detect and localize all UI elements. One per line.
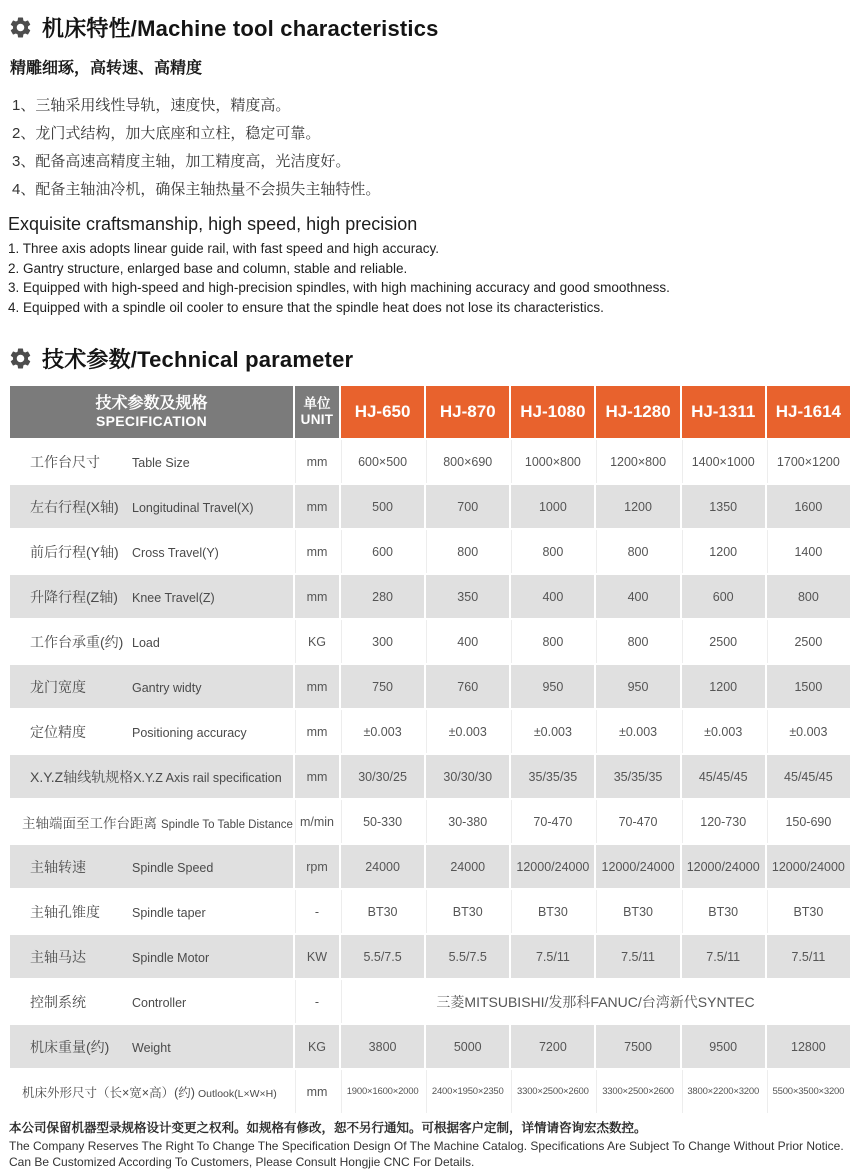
value-cell: 280 <box>341 573 424 618</box>
value-cell: 45/45/45 <box>682 753 765 798</box>
column-header-model: HJ-870 <box>426 386 509 438</box>
spec-label-en: Longitudinal Travel(X) <box>132 500 254 515</box>
value-cell: 35/35/35 <box>596 753 679 798</box>
table-row <box>10 663 850 708</box>
spec-label-en: Load <box>132 635 160 650</box>
value-cell: 800 <box>596 528 679 573</box>
spec-label-cn: 工作台尺寸 <box>30 453 100 470</box>
value-cell: 30-380 <box>426 798 509 843</box>
value-cell: 150-690 <box>767 798 850 843</box>
value-cell: ±0.003 <box>426 708 509 753</box>
unit-cell: mm <box>295 528 339 573</box>
value-cell: BT30 <box>767 888 850 933</box>
spec-cell <box>10 978 293 1023</box>
value-cell: 760 <box>426 663 509 708</box>
value-cell: 1700×1200 <box>767 438 850 483</box>
spec-cell <box>10 843 293 888</box>
value-cell: 2400×1950×2350 <box>426 1068 509 1113</box>
spec-label-en: Controller <box>132 995 187 1010</box>
table-row <box>10 843 850 888</box>
value-cell: 70-470 <box>596 798 679 843</box>
spec-label-cn: 主轴转速 <box>30 858 86 875</box>
spec-label-cn: X.Y.Z轴线轨规格 <box>30 768 134 785</box>
value-cell: 3300×2500×2600 <box>596 1068 679 1113</box>
value-cell: 1600 <box>767 483 850 528</box>
unit-cell: m/min <box>295 798 339 843</box>
value-cell: 1000×800 <box>511 438 594 483</box>
value-cell: 5.5/7.5 <box>341 933 424 978</box>
unit-cell: mm <box>295 573 339 618</box>
value-cell: 5.5/7.5 <box>426 933 509 978</box>
unit-cell: KG <box>295 618 339 663</box>
value-cell: 50-330 <box>341 798 424 843</box>
spec-label-en: Cross Travel(Y) <box>132 545 219 560</box>
value-cell: 24000 <box>341 843 424 888</box>
column-header-model: HJ-1614 <box>767 386 850 438</box>
spec-label-en: Knee Travel(Z) <box>132 590 215 605</box>
characteristics-subtitle-en: Exquisite craftsmanship, high speed, high precision <box>8 214 418 234</box>
spec-header-cn: 技术参数及规格 <box>95 394 208 412</box>
spec-cell <box>10 528 293 573</box>
specification-table <box>8 386 852 1113</box>
column-header-unit <box>295 386 339 438</box>
value-cell: 750 <box>341 663 424 708</box>
feature-item-cn: 4、配备主轴油冷机，确保主轴热量不会损失主轴特性。 <box>12 181 381 198</box>
column-header-model: HJ-650 <box>341 386 424 438</box>
section-header <box>8 12 852 43</box>
spec-label-cn: 主轴孔锥度 <box>30 903 100 920</box>
value-cell: 7200 <box>511 1023 594 1068</box>
value-cell: BT30 <box>682 888 765 933</box>
unit-cell: mm <box>295 708 339 753</box>
spec-label-en: Weight <box>132 1040 171 1055</box>
table-row <box>10 1023 850 1068</box>
value-cell: 800×690 <box>426 438 509 483</box>
spec-label-cn: 左右行程(X轴) <box>30 498 119 515</box>
technical-parameter-section <box>8 343 852 1113</box>
spec-cell <box>10 573 293 618</box>
value-cell: BT30 <box>341 888 424 933</box>
value-cell: 30/30/30 <box>426 753 509 798</box>
value-cell: 1500 <box>767 663 850 708</box>
table-row <box>10 978 850 1023</box>
value-cell: 5500×3500×3200 <box>767 1068 850 1113</box>
value-cell: 35/35/35 <box>511 753 594 798</box>
value-cell: 70-470 <box>511 798 594 843</box>
value-cell: 1350 <box>682 483 765 528</box>
table-row <box>10 708 850 753</box>
spec-label-en: Table Size <box>132 455 190 470</box>
spec-cell <box>10 618 293 663</box>
unit-cell: rpm <box>295 843 339 888</box>
value-cell: 30/30/25 <box>341 753 424 798</box>
spec-cell <box>10 753 293 798</box>
value-cell: 24000 <box>426 843 509 888</box>
spec-label-cn: 控制系统 <box>30 993 86 1010</box>
disclaimer <box>8 1120 852 1170</box>
feature-item-en: 3. Equipped with high-speed and high-precision spindles, with high machining accuracy and good smoothness. <box>8 280 670 295</box>
unit-cell: - <box>295 978 339 1023</box>
spec-label-en: Spindle Motor <box>132 950 210 965</box>
spec-cell <box>10 663 293 708</box>
value-cell: BT30 <box>426 888 509 933</box>
spec-label-cn: 定位精度 <box>30 723 86 740</box>
table-row <box>10 1068 850 1113</box>
value-cell: ±0.003 <box>511 708 594 753</box>
value-cell: 12000/24000 <box>596 843 679 888</box>
column-header-model: HJ-1280 <box>596 386 679 438</box>
spec-label-cn: 工作台承重(约) <box>30 633 124 650</box>
value-cell: BT30 <box>596 888 679 933</box>
section-title-characteristics: 机床特性/Machine tool characteristics <box>42 16 439 41</box>
unit-header-cn: 单位 <box>303 396 331 412</box>
section-title-parameters: 技术参数/Technical parameter <box>42 347 354 372</box>
feature-item-en: 2. Gantry structure, enlarged base and column, stable and reliable. <box>8 260 408 276</box>
table-row <box>10 573 850 618</box>
table-row <box>10 753 850 798</box>
value-cell: 2500 <box>767 618 850 663</box>
spec-cell <box>10 483 293 528</box>
unit-cell: mm <box>295 483 339 528</box>
value-cell: 400 <box>511 573 594 618</box>
spec-cell <box>10 1068 293 1113</box>
value-cell: 3300×2500×2600 <box>511 1068 594 1113</box>
value-cell: 12800 <box>767 1023 850 1068</box>
value-cell: 1400×1000 <box>682 438 765 483</box>
table-row <box>10 528 850 573</box>
value-cell: 950 <box>511 663 594 708</box>
spec-label-en: Spindle To Table Distance <box>161 818 293 831</box>
column-header-model: HJ-1311 <box>682 386 765 438</box>
spec-label-en: Outlook(L×W×H) <box>197 1087 277 1100</box>
spec-label-en: Spindle Speed <box>132 860 214 875</box>
table-row <box>10 798 850 843</box>
value-cell: 7.5/11 <box>596 933 679 978</box>
value-cell: 600×500 <box>341 438 424 483</box>
value-cell: 500 <box>341 483 424 528</box>
value-cell: 800 <box>511 618 594 663</box>
features-list-en <box>8 239 852 317</box>
spec-cell <box>10 933 293 978</box>
value-cell: 12000/24000 <box>682 843 765 888</box>
unit-cell: mm <box>295 663 339 708</box>
table-row <box>10 438 850 483</box>
features-list-cn <box>12 92 852 204</box>
value-cell: 7.5/11 <box>682 933 765 978</box>
unit-cell: - <box>295 888 339 933</box>
value-cell: 950 <box>596 663 679 708</box>
value-cell: 1200 <box>682 663 765 708</box>
disclaimer-en: The Company Reserves The Right To Change The Specification Design Of The Machine Catalog. Specifications Are Subject To Change Without Prior Notice. Can Be Customized According To Customers, Please Consult Hongjie CNC For Details. <box>9 1138 844 1169</box>
spec-cell <box>10 708 293 753</box>
gear-icon <box>8 15 33 40</box>
value-cell: 7.5/11 <box>511 933 594 978</box>
value-cell: 9500 <box>682 1023 765 1068</box>
value-cell: 5000 <box>426 1023 509 1068</box>
table-body <box>10 438 850 1113</box>
table-row <box>10 618 850 663</box>
value-cell: 12000/24000 <box>767 843 850 888</box>
unit-cell: mm <box>295 1068 339 1113</box>
merged-value-cell: 三菱MITSUBISHI/发那科FANUC/台湾新代SYNTEC <box>341 978 850 1023</box>
value-cell: 800 <box>511 528 594 573</box>
value-cell: BT30 <box>511 888 594 933</box>
value-cell: 120-730 <box>682 798 765 843</box>
value-cell: 800 <box>767 573 850 618</box>
feature-item-cn: 3、配备高速高精度主轴，加工精度高，光洁度好。 <box>12 153 351 170</box>
feature-item-cn: 2、龙门式结构，加大底座和立柱，稳定可靠。 <box>12 125 321 142</box>
value-cell: 7.5/11 <box>767 933 850 978</box>
value-cell: 400 <box>426 618 509 663</box>
value-cell: 1900×1600×2000 <box>341 1068 424 1113</box>
value-cell: 400 <box>596 573 679 618</box>
spec-label-en: X.Y.Z Axis rail specification <box>133 770 282 785</box>
value-cell: ±0.003 <box>341 708 424 753</box>
spec-label-en: Positioning accuracy <box>132 725 247 740</box>
feature-item-cn: 1、三轴采用线性导轨，速度快，精度高。 <box>12 97 291 114</box>
table-header-row <box>10 386 850 438</box>
value-cell: 1400 <box>767 528 850 573</box>
value-cell: 7500 <box>596 1023 679 1068</box>
column-header-specification <box>10 386 293 438</box>
value-cell: 600 <box>682 573 765 618</box>
table-row <box>10 483 850 528</box>
spec-label-en: Gantry widty <box>132 680 202 695</box>
value-cell: 3800 <box>341 1023 424 1068</box>
spec-cell <box>10 438 293 483</box>
spec-label-cn: 升降行程(Z轴) <box>30 588 118 605</box>
unit-cell: KG <box>295 1023 339 1068</box>
value-cell: 600 <box>341 528 424 573</box>
value-cell: 2500 <box>682 618 765 663</box>
table-row <box>10 888 850 933</box>
value-cell: 3800×2200×3200 <box>682 1068 765 1113</box>
value-cell: ±0.003 <box>682 708 765 753</box>
feature-item-en: 1. Three axis adopts linear guide rail, with fast speed and high accuracy. <box>8 241 439 256</box>
spec-cell <box>10 1023 293 1068</box>
unit-cell: mm <box>295 753 339 798</box>
unit-header-en: UNIT <box>300 412 334 427</box>
value-cell: 800 <box>596 618 679 663</box>
spec-label-cn: 机床外形尺寸（长×宽×高）(约) <box>22 1085 195 1100</box>
value-cell: 1200 <box>596 483 679 528</box>
spec-label-cn: 龙门宽度 <box>30 678 86 695</box>
value-cell: 800 <box>426 528 509 573</box>
spec-cell <box>10 798 293 843</box>
column-header-model: HJ-1080 <box>511 386 594 438</box>
value-cell: ±0.003 <box>596 708 679 753</box>
value-cell: 1200×800 <box>596 438 679 483</box>
value-cell: 1000 <box>511 483 594 528</box>
spec-label-cn: 前后行程(Y轴) <box>30 543 119 560</box>
unit-cell: mm <box>295 438 339 483</box>
machine-characteristics-section <box>8 12 852 317</box>
characteristics-subtitle-cn: 精雕细琢，高转速、高精度 <box>10 60 203 77</box>
spec-header-en: SPECIFICATION <box>96 413 207 430</box>
feature-item-en: 4. Equipped with a spindle oil cooler to ensure that the spindle heat does not lose its characteristics. <box>8 299 604 315</box>
spec-label-en: Spindle taper <box>132 905 206 920</box>
gear-icon <box>8 346 33 371</box>
spec-cell <box>10 888 293 933</box>
value-cell: 12000/24000 <box>511 843 594 888</box>
unit-cell: KW <box>295 933 339 978</box>
value-cell: 1200 <box>682 528 765 573</box>
table-row <box>10 933 850 978</box>
value-cell: 350 <box>426 573 509 618</box>
value-cell: 300 <box>341 618 424 663</box>
value-cell: 45/45/45 <box>767 753 850 798</box>
spec-label-cn: 主轴端面至工作台距离 <box>22 815 157 831</box>
section-header <box>8 343 852 374</box>
disclaimer-cn: 本公司保留机器型录规格设计变更之权利。如规格有修改，恕不另行通知。可根据客户定制，详情请咨询宏杰数控。 <box>9 1121 647 1135</box>
spec-label-cn: 机床重量(约) <box>30 1038 110 1055</box>
value-cell: ±0.003 <box>767 708 850 753</box>
value-cell: 700 <box>426 483 509 528</box>
spec-label-cn: 主轴马达 <box>30 948 86 965</box>
